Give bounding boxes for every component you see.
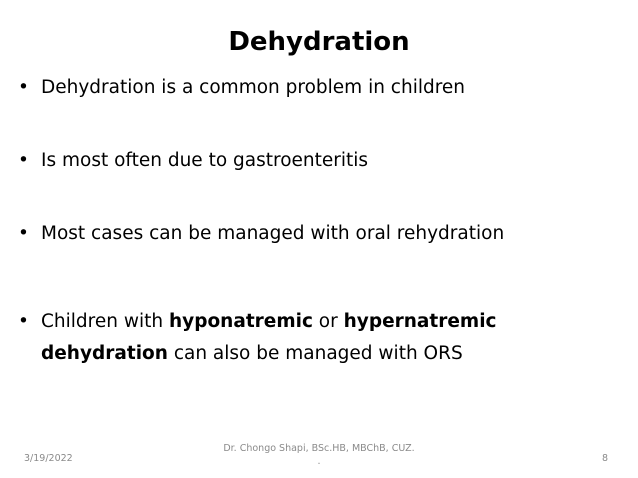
bullet-text-bold: hyponatremic — [168, 311, 313, 332]
slide-title: Dehydration — [228, 27, 410, 57]
footer-dot: . — [317, 456, 321, 467]
bullet-point-icon: • — [18, 77, 29, 98]
bullet-point-icon: • — [18, 223, 29, 244]
bullet-text-segment: Children with — [41, 311, 169, 332]
bullet-text: Most cases can be managed with oral rehydration — [41, 223, 505, 244]
bullet-text: Is most often due to gastroenteritis — [41, 150, 369, 171]
footer-page-number: 8 — [601, 453, 608, 464]
bullet-text-bold: dehydration — [41, 343, 168, 364]
bullet-text — [41, 306, 497, 338]
bullet-point-icon: • — [18, 311, 29, 332]
bullet-text-segment: or — [312, 311, 344, 332]
bullet-text-bold: hypernatremic — [343, 311, 497, 332]
footer-date: 3/19/2022 — [24, 453, 73, 464]
bullet-text-segment: can also be managed with ORS — [167, 343, 463, 364]
bullet-text: Dehydration is a common problem in children — [41, 77, 466, 98]
footer-author: Dr. Chongo Shapi, BSc.HB, MBChB, CUZ. — [223, 443, 415, 454]
bullet-point-icon: • — [18, 150, 29, 171]
bullet-text — [41, 338, 463, 370]
